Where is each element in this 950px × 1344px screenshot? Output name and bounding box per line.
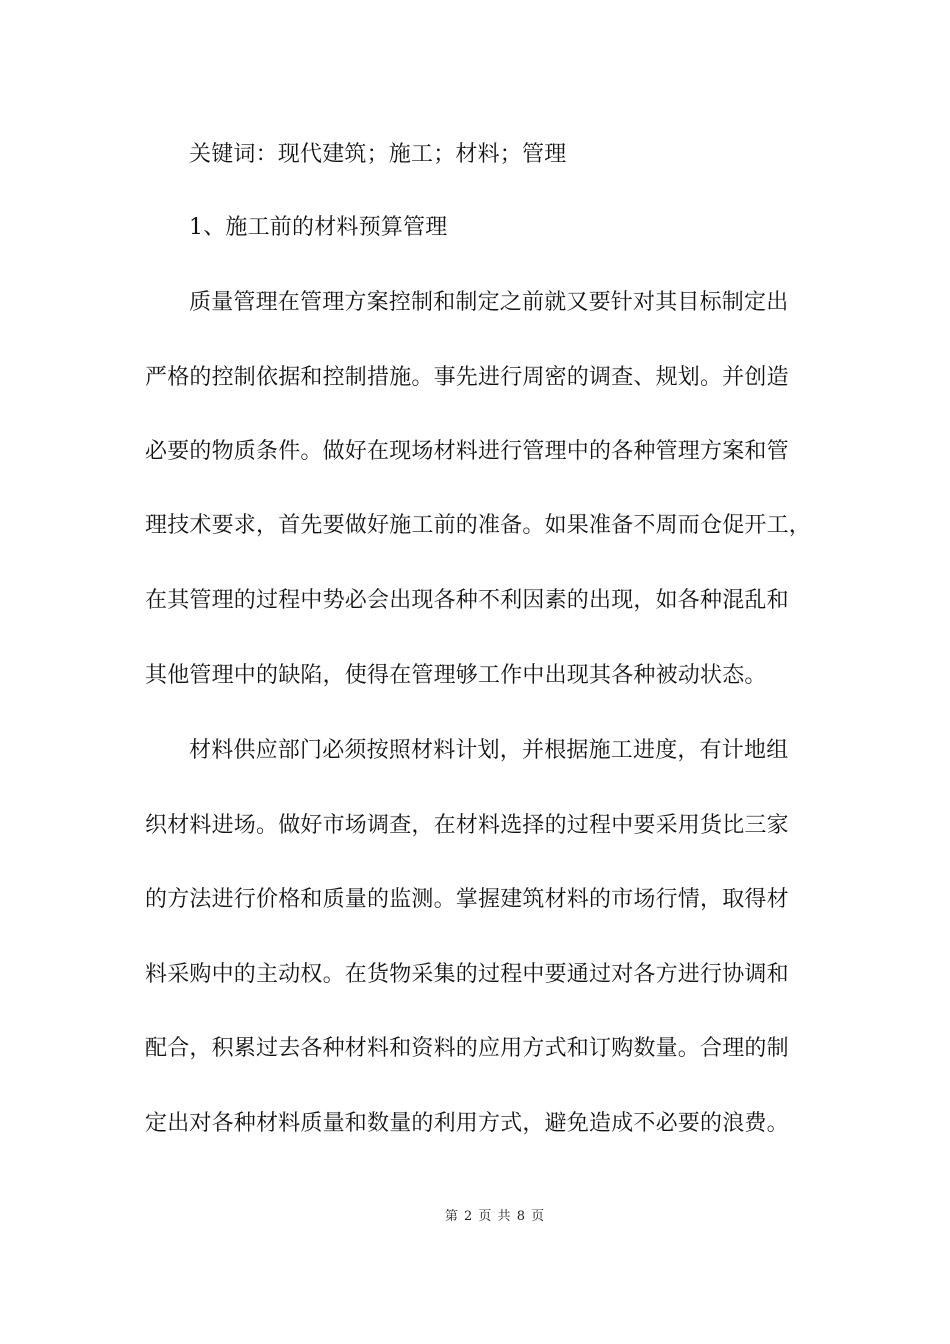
paragraph-line: 配合，积累过去各种材料和资料的应用方式和订购数量。合理的制 <box>145 1036 789 1061</box>
paragraph-line: 理技术要求，首先要做好施工前的准备。如果准备不周而仓促开工， <box>145 513 812 538</box>
paragraph-line: 必要的物质条件。做好在现场材料进行管理中的各种管理方案和管 <box>145 439 789 464</box>
paragraph-line: 材料供应部门必须按照材料计划，并根据施工进度，有计地组 <box>189 738 789 763</box>
paragraph-line: 料采购中的主动权。在货物采集的过程中要通过对各方进行协调和 <box>145 962 789 987</box>
paragraph-line: 其他管理中的缺陷，使得在管理够工作中出现其各种被动状态。 <box>145 663 767 688</box>
paragraph-line: 质量管理在管理方案控制和制定之前就又要针对其目标制定出 <box>189 290 789 315</box>
paragraph-line: 在其管理的过程中势必会出现各种不利因素的出现，如各种混乱和 <box>145 588 789 613</box>
paragraph-line: 定出对各种材料质量和数量的利用方式，避免造成不必要的浪费。 <box>145 1111 789 1136</box>
page-footer: 第 2 页 共 8 页 <box>444 1209 546 1224</box>
section-heading: 1、施工前的材料预算管理 <box>189 215 448 240</box>
paragraph-line: 的方法进行价格和质量的监测。掌握建筑材料的市场行情，取得材 <box>145 887 789 912</box>
keywords-line: 关键词：现代建筑；施工；材料；管理 <box>189 142 567 167</box>
paragraph-line: 织材料进场。做好市场调查，在材料选择的过程中要采用货比三家 <box>145 813 789 838</box>
paragraph-line: 严格的控制依据和控制措施。事先进行周密的调查、规划。并创造 <box>145 365 789 390</box>
